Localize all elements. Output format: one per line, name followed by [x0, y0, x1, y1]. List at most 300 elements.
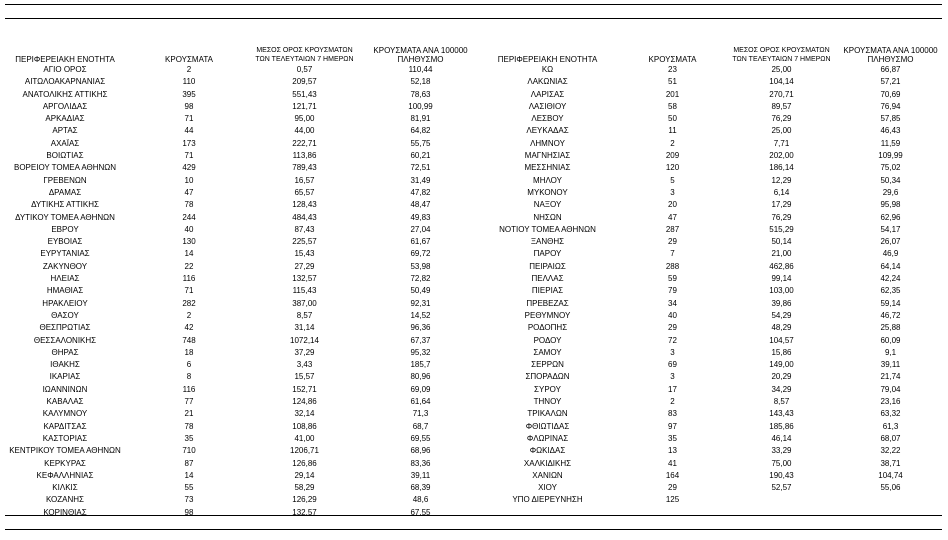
left-per100k-cell: 55,75 [410, 138, 431, 148]
table-row [0, 150, 948, 162]
right-avg7-cell: 190,43 [769, 470, 794, 480]
header-per100k [833, 40, 948, 64]
left-avg7-cell: 132,57 [292, 274, 317, 284]
left-region-cell: ΑΡΓΟΛΙΔΑΣ [42, 101, 88, 111]
left-avg7-cell: 113,86 [292, 151, 317, 161]
right-region-cell: ΦΛΩΡΙΝΑΣ [526, 433, 569, 443]
left-avg7-cell: 27,29 [294, 261, 315, 271]
left-region-cell: ΑΧΑΪΑΣ [50, 138, 80, 148]
right-per100k-cell: 95,98 [880, 200, 901, 210]
left-per100k-cell: 71,3 [412, 409, 429, 419]
right-per100k-cell: 39,11 [880, 360, 901, 370]
left-per100k-cell: 67,55 [410, 507, 431, 517]
right-cases-cell: 201 [665, 89, 680, 99]
left-avg7-cell: 126,86 [292, 458, 317, 468]
right-cases-cell: 35 [668, 433, 677, 443]
right-per100k-cell: 32,22 [880, 446, 901, 456]
table-row [0, 125, 948, 137]
table-row [0, 396, 948, 408]
left-per100k-cell: 27,04 [410, 224, 431, 234]
right-cases-cell [615, 507, 730, 519]
left-region-cell: ΒΟΙΩΤΙΑΣ [46, 151, 84, 161]
right-avg7-cell: 54,29 [771, 310, 792, 320]
left-region-cell: ΙΘΑΚΗΣ [50, 360, 80, 370]
left-per100k-cell: 81,91 [410, 114, 431, 124]
left-avg7-cell: 87,43 [294, 224, 315, 234]
right-cases-cell: 97 [668, 421, 677, 431]
left-per100k-cell: 69,55 [410, 433, 431, 443]
table-row [0, 175, 948, 187]
left-per100k-cell: 68,39 [410, 483, 431, 493]
right-avg7-cell: 48,29 [771, 323, 792, 333]
table-row [0, 162, 948, 174]
left-region-cell: ΑΡΚΑΔΙΑΣ [45, 114, 85, 124]
right-cases-cell: 29 [668, 483, 677, 493]
left-per100k-cell: 60,21 [410, 151, 431, 161]
left-per100k-cell: 53,98 [410, 261, 431, 271]
left-cases-cell: 116 [182, 384, 196, 394]
right-avg7-cell: 52,57 [771, 483, 792, 493]
right-cases-cell: 3 [670, 372, 675, 382]
left-avg7-cell: 65,57 [294, 187, 315, 197]
left-avg7-cell: 209,57 [292, 77, 317, 87]
table-row [0, 285, 948, 297]
left-region-cell: ΚΑΛΥΜΝΟΥ [42, 409, 88, 419]
header-per100k-line2: ΠΛΗΘΥΣΜΟ [397, 55, 444, 64]
left-avg7-cell: 484,43 [292, 212, 317, 222]
right-region-cell: ΦΘΙΩΤΙΔΑΣ [525, 421, 570, 431]
table-row [0, 494, 948, 506]
table-row [0, 310, 948, 322]
right-cases-cell: 3 [670, 347, 675, 357]
right-per100k-cell: 29,6 [882, 187, 899, 197]
right-avg7-cell: 21,00 [771, 249, 792, 259]
left-avg7-cell: 128,43 [292, 200, 317, 210]
left-avg7-cell: 32,14 [294, 409, 315, 419]
right-avg7-cell: 50,14 [771, 237, 792, 247]
table-row [0, 384, 948, 396]
right-region-cell: ΡΟΔΟΠΗΣ [527, 323, 568, 333]
table-row [0, 507, 948, 519]
right-per100k-cell: 61,3 [882, 421, 899, 431]
header-cases: ΚΡΟΥΣΜΑΤΑ [648, 55, 697, 64]
left-region-cell: ΗΛΕΙΑΣ [50, 274, 80, 284]
table-header-row [0, 40, 948, 64]
right-cases-cell: 11 [668, 126, 677, 136]
left-cases-cell: 98 [184, 507, 194, 517]
right-cases-cell: 3 [670, 187, 675, 197]
left-cases-cell: 244 [182, 212, 196, 222]
left-region-cell: ΘΗΡΑΣ [51, 347, 79, 357]
right-avg7-cell: 185,86 [769, 421, 794, 431]
header-per100k-line1: ΚΡΟΥΣΜΑΤΑ ΑΝΑ 100000 [843, 46, 938, 55]
left-region-cell: ΒΟΡΕΙΟΥ ΤΟΜΕΑ ΑΘΗΝΩΝ [13, 163, 117, 173]
right-avg7-cell: 89,57 [771, 101, 792, 111]
right-per100k-cell: 46,9 [882, 249, 899, 259]
left-per100k-cell: 95,32 [410, 347, 431, 357]
left-per100k-cell: 100,99 [408, 101, 433, 111]
right-per100k-cell: 63,32 [880, 409, 901, 419]
left-avg7-cell: 152,71 [292, 384, 317, 394]
left-region-cell: ΚΑΡΔΙΤΣΑΣ [43, 421, 87, 431]
table-row [0, 335, 948, 347]
left-cases-cell: 71 [184, 286, 194, 296]
right-avg7-cell: 515,29 [769, 224, 794, 234]
table-row [0, 482, 948, 494]
left-region-cell: ΘΕΣΠΡΩΤΙΑΣ [39, 323, 91, 333]
right-avg7-cell: 76,29 [771, 212, 792, 222]
table-row [0, 76, 948, 88]
right-cases-cell: 7 [670, 249, 675, 259]
right-region-cell: ΣΠΟΡΑΔΩΝ [525, 372, 570, 382]
table-row [0, 64, 948, 76]
left-region-cell: ΘΑΣΟΥ [51, 310, 79, 320]
left-region-cell: ΚΕΦΑΛΛΗΝΙΑΣ [36, 470, 94, 480]
right-region-cell: ΛΕΥΚΑΔΑΣ [526, 126, 569, 136]
left-avg7-cell: 41,00 [294, 433, 315, 443]
left-per100k-cell: 14,52 [410, 310, 431, 320]
table-row [0, 236, 948, 248]
left-avg7-cell: 121,71 [292, 101, 317, 111]
right-avg7-cell: 99,14 [771, 274, 792, 284]
table-row [0, 322, 948, 334]
right-region-cell: ΡΟΔΟΥ [533, 335, 562, 345]
right-region-cell: ΤΡΙΚΑΛΩΝ [527, 409, 568, 419]
table-row [0, 408, 948, 420]
right-region-cell: ΛΑΚΩΝΙΑΣ [527, 77, 568, 87]
table-body [0, 64, 948, 519]
header-region: ΠΕΡΙΦΕΡΕΙΑΚΗ ΕΝΟΤΗΤΑ [15, 55, 115, 64]
header-rule [5, 18, 942, 19]
right-per100k-cell: 21,74 [880, 372, 901, 382]
right-avg7-cell: 143,43 [769, 409, 794, 419]
table-row [0, 248, 948, 260]
header-region: ΠΕΡΙΦΕΡΕΙΑΚΗ ΕΝΟΤΗΤΑ [497, 55, 598, 64]
right-per100k-cell: 76,94 [880, 101, 901, 111]
right-region-cell: ΝΟΤΙΟΥ ΤΟΜΕΑ ΑΘΗΝΩΝ [499, 224, 596, 234]
left-per100k-cell: 61,64 [410, 397, 431, 407]
right-region-cell: ΠΕΙΡΑΙΩΣ [529, 261, 566, 271]
right-region-cell: ΥΠΟ ΔΙΕΡΕΥΝΗΣΗ [512, 495, 583, 505]
right-avg7-cell: 103,00 [769, 286, 794, 296]
table-row [0, 224, 948, 236]
left-per100k-cell: 47,82 [410, 187, 431, 197]
table-row [0, 347, 948, 359]
header-avg7 [730, 40, 833, 64]
right-per100k-cell: 79,04 [880, 384, 901, 394]
right-cases-cell: 125 [665, 495, 680, 505]
left-cases-cell: 6 [186, 360, 192, 370]
left-avg7-cell: 551,43 [292, 89, 317, 99]
left-cases-cell: 78 [184, 421, 194, 431]
header-avg7-line2: ΤΩΝ ΤΕΛΕΥΤΑΙΩΝ 7 ΗΜΕΡΩΝ [255, 56, 354, 63]
right-cases-cell: 34 [668, 298, 677, 308]
right-avg7-cell: 186,14 [769, 163, 794, 173]
left-cases-cell: 8 [186, 372, 192, 382]
right-per100k-cell: 25,88 [880, 323, 901, 333]
left-region-cell: ΚΟΖΑΝΗΣ [45, 495, 85, 505]
header-per100k [361, 40, 480, 64]
right-avg7-cell: 17,29 [771, 200, 792, 210]
table-row [0, 261, 948, 273]
right-per100k-cell: 54,17 [880, 224, 901, 234]
left-cases-cell: 14 [184, 249, 194, 259]
left-per100k-cell: 92,31 [410, 298, 431, 308]
right-region-cell: ΦΩΚΙΔΑΣ [529, 446, 566, 456]
left-avg7-cell: 8,57 [296, 310, 313, 320]
header-cases: ΚΡΟΥΣΜΑΤΑ [165, 55, 213, 64]
left-avg7-cell: 1072,14 [290, 335, 319, 345]
bottom-rule-double [5, 529, 942, 530]
right-per100k-cell: 57,21 [880, 77, 901, 87]
left-avg7-cell: 95,00 [294, 114, 315, 124]
table-row [0, 138, 948, 150]
left-cases-cell: 18 [184, 347, 194, 357]
left-cases-cell: 87 [184, 458, 194, 468]
right-per100k-cell: 62,96 [880, 212, 901, 222]
right-region-cell: ΜΑΓΝΗΣΙΑΣ [524, 151, 571, 161]
right-per100k-cell: 38,71 [880, 458, 901, 468]
right-region-cell: ΤΗΝΟΥ [533, 397, 562, 407]
left-cases-cell: 2 [186, 310, 192, 320]
right-avg7-cell: 6,14 [773, 187, 790, 197]
right-cases-cell: 164 [665, 470, 680, 480]
right-avg7-cell: 25,00 [771, 65, 792, 74]
left-region-cell: ΚΟΡΙΝΘΙΑΣ [43, 507, 87, 517]
right-region-cell: ΣΕΡΡΩΝ [531, 360, 564, 370]
left-avg7-cell: 31,14 [294, 323, 315, 333]
right-per100k-cell: 64,14 [880, 261, 901, 271]
left-region-cell: ΑΡΤΑΣ [52, 126, 78, 136]
left-cases-cell: 282 [182, 298, 196, 308]
left-per100k-cell: 49,83 [410, 212, 431, 222]
right-per100k-cell: 104,74 [878, 470, 903, 480]
right-per100k-cell: 60,09 [880, 335, 901, 345]
left-cases-cell: 395 [182, 89, 196, 99]
right-avg7-cell: 149,00 [769, 360, 794, 370]
left-avg7-cell: 15,43 [294, 249, 315, 259]
right-per100k-cell: 59,14 [880, 298, 901, 308]
right-avg7-cell: 39,86 [771, 298, 792, 308]
table-row [0, 470, 948, 482]
left-cases-cell: 77 [184, 397, 194, 407]
left-cases-cell: 47 [184, 187, 194, 197]
right-avg7-cell [730, 494, 833, 506]
right-per100k-cell: 62,35 [880, 286, 901, 296]
right-per100k-cell: 50,34 [880, 175, 901, 185]
left-avg7-cell: 3,43 [296, 360, 313, 370]
right-region-cell: ΝΗΣΩΝ [533, 212, 562, 222]
right-region-cell: ΛΑΣΙΘΙΟΥ [528, 101, 567, 111]
left-per100k-cell: 31,49 [410, 175, 431, 185]
left-region-cell: ΙΩΑΝΝΙΝΩΝ [42, 384, 88, 394]
right-cases-cell: 79 [668, 286, 677, 296]
left-per100k-cell: 39,11 [410, 470, 431, 480]
right-region-cell: ΡΕΘΥΜΝΟΥ [524, 310, 571, 320]
left-region-cell: ΕΥΒΟΙΑΣ [47, 237, 83, 247]
left-per100k-cell: 48,6 [412, 495, 429, 505]
table-row [0, 212, 948, 224]
left-cases-cell: 98 [184, 101, 194, 111]
right-region-cell: ΜΗΛΟΥ [533, 175, 562, 185]
right-avg7-cell [730, 507, 833, 519]
left-region-cell: ΔΥΤΙΚΟΥ ΤΟΜΕΑ ΑΘΗΝΩΝ [15, 212, 115, 222]
left-cases-cell: 44 [184, 126, 194, 136]
left-region-cell: ΚΙΛΚΙΣ [52, 483, 78, 493]
table-row [0, 273, 948, 285]
left-region-cell: ΗΜΑΘΙΑΣ [46, 286, 84, 296]
right-avg7-cell: 104,57 [769, 335, 794, 345]
right-cases-cell: 51 [668, 77, 677, 87]
right-per100k-cell: 11,59 [880, 138, 901, 148]
right-avg7-cell: 15,86 [771, 347, 792, 357]
right-per100k-cell: 26,07 [880, 237, 901, 247]
left-cases-cell: 2 [186, 65, 192, 74]
right-cases-cell: 50 [668, 114, 677, 124]
right-avg7-cell: 76,29 [771, 114, 792, 124]
right-region-cell: ΝΑΞΟΥ [533, 200, 562, 210]
right-cases-cell: 120 [665, 163, 680, 173]
right-cases-cell: 5 [670, 175, 675, 185]
right-avg7-cell: 75,00 [771, 458, 792, 468]
left-region-cell: ΚΑΣΤΟΡΙΑΣ [42, 433, 88, 443]
right-per100k-cell: 66,87 [880, 65, 901, 74]
right-per100k-cell: 23,16 [880, 397, 901, 407]
header-avg7-line1: ΜΕΣΟΣ ΟΡΟΣ ΚΡΟΥΣΜΑΤΩΝ [256, 47, 353, 54]
right-per100k-cell [833, 494, 948, 506]
table-row [0, 187, 948, 199]
left-cases-cell: 710 [182, 446, 196, 456]
right-avg7-cell: 462,86 [769, 261, 794, 271]
right-per100k-cell: 109,99 [878, 151, 903, 161]
header-per100k-line1: ΚΡΟΥΣΜΑΤΑ ΑΝΑ 100000 [373, 46, 468, 55]
table-row [0, 421, 948, 433]
bottom-rule [5, 515, 942, 516]
left-cases-cell: 78 [184, 200, 194, 210]
right-cases-cell: 20 [668, 200, 677, 210]
table-row [0, 371, 948, 383]
right-region-cell: ΜΥΚΟΝΟΥ [527, 187, 568, 197]
left-per100k-cell: 78,63 [410, 89, 431, 99]
header-avg7 [248, 40, 361, 64]
left-cases-cell: 55 [184, 483, 194, 493]
right-per100k-cell: 55,06 [880, 483, 901, 493]
right-cases-cell: 2 [670, 138, 675, 148]
left-per100k-cell: 69,09 [410, 384, 431, 394]
left-avg7-cell: 1206,71 [290, 446, 319, 456]
header-avg7-line2: ΤΩΝ ΤΕΛΕΥΤΑΙΩΝ 7 ΗΜΕΡΩΝ [732, 56, 831, 63]
right-region-cell: ΠΕΛΛΑΣ [531, 274, 564, 284]
left-per100k-cell: 48,47 [410, 200, 431, 210]
right-region-cell: ΚΩ [541, 65, 554, 74]
right-region-cell: ΧΑΝΙΩΝ [532, 470, 563, 480]
left-per100k-cell: 80,96 [410, 372, 431, 382]
left-avg7-cell: 15,57 [294, 372, 315, 382]
right-avg7-cell: 12,29 [771, 175, 792, 185]
left-cases-cell: 110 [182, 77, 196, 87]
left-region-cell: ΕΥΡΥΤΑΝΙΑΣ [40, 249, 90, 259]
left-cases-cell: 73 [184, 495, 194, 505]
right-cases-cell: 58 [668, 101, 677, 111]
left-region-cell: ΗΡΑΚΛΕΙΟΥ [42, 298, 88, 308]
left-cases-cell: 22 [184, 261, 194, 271]
left-per100k-cell: 110,44 [408, 65, 433, 74]
right-avg7-cell: 7,71 [773, 138, 790, 148]
left-region-cell: ΚΑΒΑΛΑΣ [46, 397, 84, 407]
right-cases-cell: 41 [668, 458, 677, 468]
right-per100k-cell: 70,69 [880, 89, 901, 99]
right-region-cell: ΜΕΣΣΗΝΙΑΣ [524, 163, 571, 173]
table-row [0, 445, 948, 457]
right-avg7-cell: 202,00 [769, 151, 794, 161]
left-region-cell: ΔΥΤΙΚΗΣ ΑΤΤΙΚΗΣ [31, 200, 99, 210]
left-cases-cell: 42 [184, 323, 194, 333]
right-region-cell: ΧΑΛΚΙΔΙΚΗΣ [523, 458, 572, 468]
left-per100k-cell: 50,49 [410, 286, 431, 296]
right-avg7-cell: 25,00 [771, 126, 792, 136]
left-cases-cell: 14 [184, 470, 194, 480]
table-row [0, 113, 948, 125]
left-per100k-cell: 67,37 [410, 335, 431, 345]
right-per100k-cell: 68,07 [880, 433, 901, 443]
left-per100k-cell: 64,82 [410, 126, 431, 136]
left-cases-cell: 21 [184, 409, 194, 419]
table-row [0, 89, 948, 101]
right-per100k-cell: 57,85 [880, 114, 901, 124]
right-region-cell: ΣΑΜΟΥ [533, 347, 562, 357]
left-cases-cell: 173 [182, 138, 196, 148]
right-avg7-cell: 8,57 [773, 397, 790, 407]
right-cases-cell: 29 [668, 237, 677, 247]
left-avg7-cell: 0,57 [296, 65, 313, 74]
header-avg7-line1: ΜΕΣΟΣ ΟΡΟΣ ΚΡΟΥΣΜΑΤΩΝ [733, 47, 830, 54]
right-cases-cell: 2 [670, 397, 675, 407]
left-avg7-cell: 44,00 [294, 126, 315, 136]
right-cases-cell: 72 [668, 335, 677, 345]
right-region-cell: ΠΡΕΒΕΖΑΣ [526, 298, 569, 308]
right-region-cell: ΧΙΟΥ [538, 483, 557, 493]
right-cases-cell: 209 [665, 151, 680, 161]
right-cases-cell: 83 [668, 409, 677, 419]
right-per100k-cell: 46,72 [880, 310, 901, 320]
left-region-cell: ΘΕΣΣΑΛΟΝΙΚΗΣ [33, 335, 97, 345]
right-cases-cell: 47 [668, 212, 677, 222]
right-per100k-cell: 46,43 [880, 126, 901, 136]
left-cases-cell: 35 [184, 433, 194, 443]
left-avg7-cell: 124,86 [292, 397, 317, 407]
header-per100k-line2: ΠΛΗΘΥΣΜΟ [867, 55, 914, 64]
left-per100k-cell: 72,51 [410, 163, 431, 173]
left-region-cell: ΙΚΑΡΙΑΣ [49, 372, 81, 382]
right-region-cell: ΞΑΝΘΗΣ [530, 237, 565, 247]
left-avg7-cell: 115,43 [292, 286, 317, 296]
left-avg7-cell: 132,57 [292, 507, 317, 517]
left-per100k-cell: 69,72 [410, 249, 431, 259]
right-cases-cell: 59 [668, 274, 677, 284]
left-region-cell: ΔΡΑΜΑΣ [48, 187, 82, 197]
right-per100k-cell: 42,24 [880, 274, 901, 284]
left-avg7-cell: 16,57 [294, 175, 315, 185]
left-avg7-cell: 58,29 [294, 483, 315, 493]
left-region-cell: ΕΒΡΟΥ [51, 224, 79, 234]
left-region-cell: ΓΡΕΒΕΝΩΝ [43, 175, 87, 185]
right-per100k-cell: 75,02 [880, 163, 901, 173]
left-cases-cell: 429 [182, 163, 196, 173]
left-per100k-cell: 96,36 [410, 323, 431, 333]
left-per100k-cell: 83,36 [410, 458, 431, 468]
right-cases-cell: 288 [665, 261, 680, 271]
right-cases-cell: 17 [668, 384, 677, 394]
